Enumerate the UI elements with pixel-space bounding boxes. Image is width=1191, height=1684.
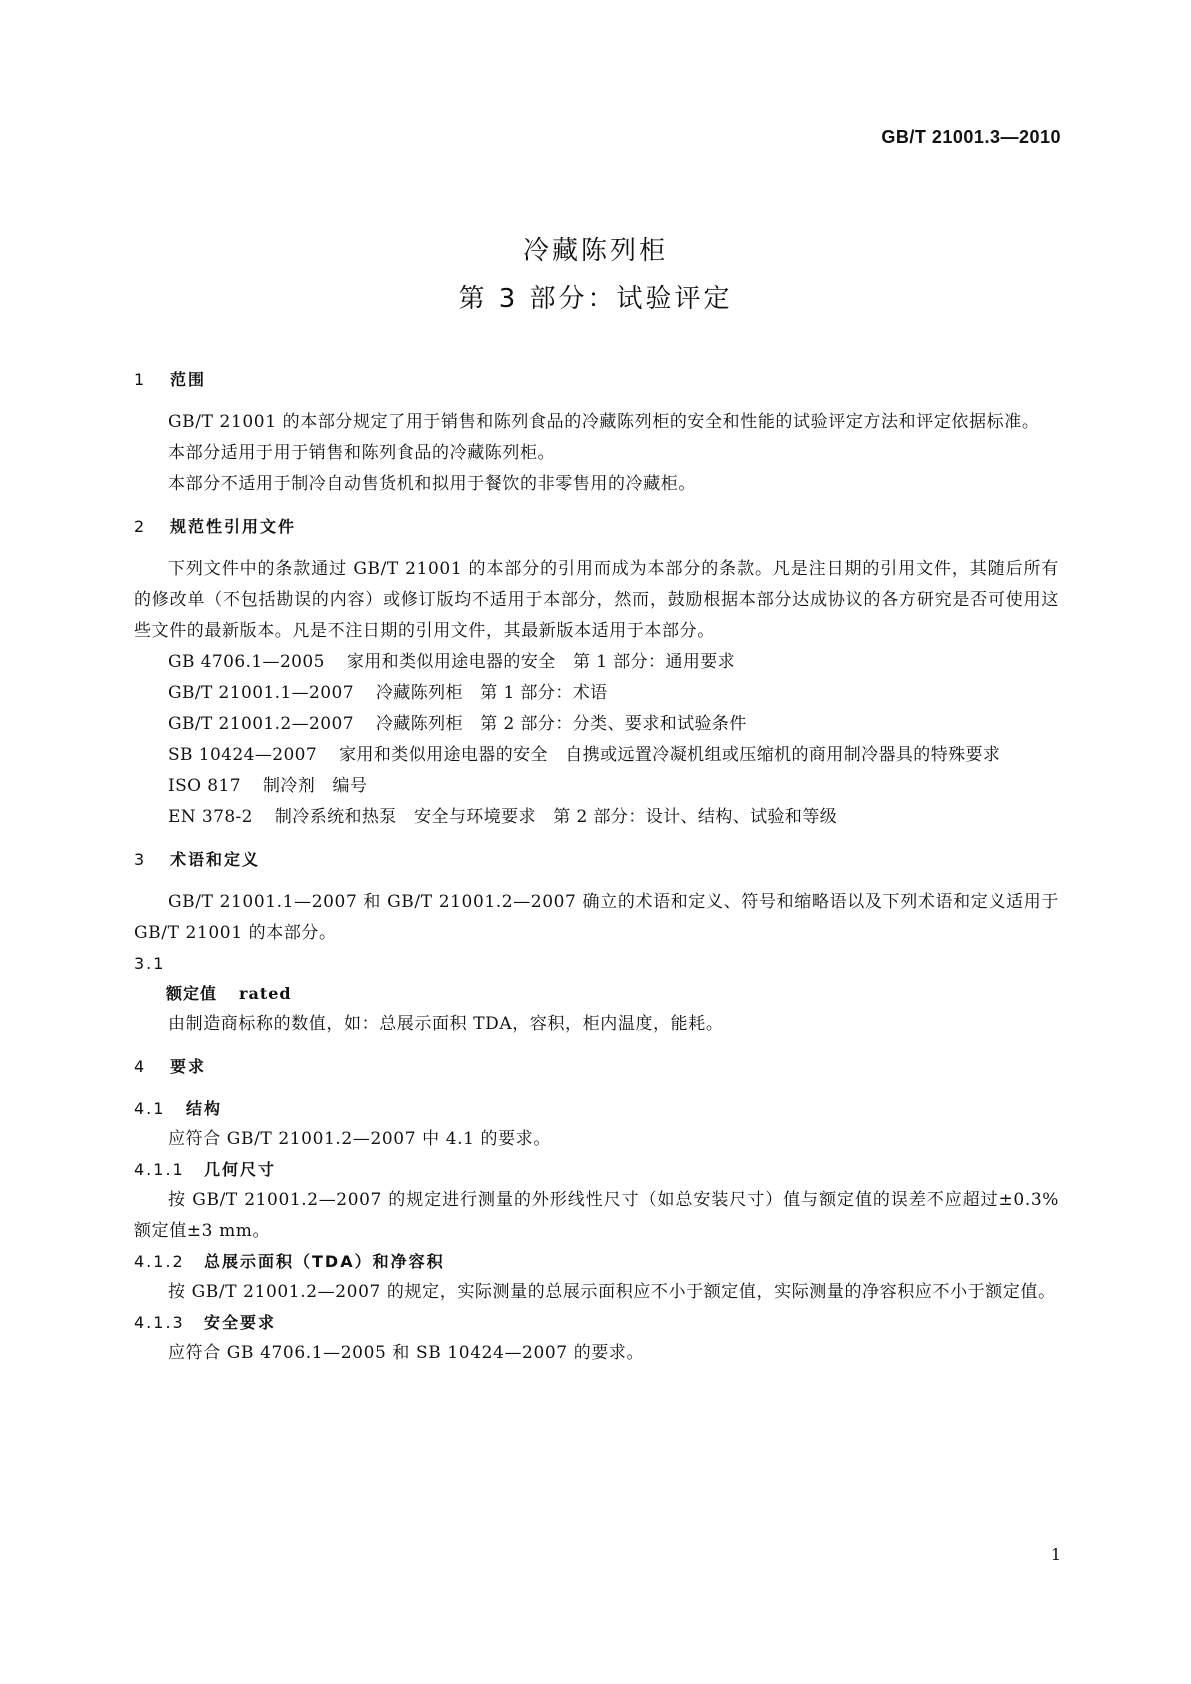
subsection-heading-tda bbox=[134, 1247, 1059, 1277]
section-number: 2 bbox=[134, 517, 147, 536]
section-title: 要求 bbox=[170, 1057, 207, 1076]
paragraph: 按 GB/T 21001.2—2007 的规定进行测量的外形线性尺寸（如总安装尺寸）值与额定值的误差不应超过±0.3%额定值±3 mm。 bbox=[134, 1190, 1059, 1241]
subsection-heading-safety bbox=[134, 1308, 1059, 1338]
paragraph: 应符合 GB/T 21001.2—2007 中 4.1 的要求。 bbox=[168, 1129, 551, 1149]
reference-code: EN 378-2 bbox=[168, 807, 253, 827]
paragraph: 应符合 GB 4706.1—2005 和 SB 10424—2007 的要求。 bbox=[168, 1343, 645, 1363]
section-heading-requirements bbox=[134, 1052, 1059, 1082]
section-title: 范围 bbox=[170, 370, 207, 389]
reference-item bbox=[134, 740, 1059, 771]
reference-title: 冷藏陈列柜 第 1 部分：术语 bbox=[375, 683, 608, 703]
reference-code: ISO 817 bbox=[168, 776, 241, 796]
section-title: 几何尺寸 bbox=[204, 1160, 277, 1179]
paragraph: 按 GB/T 21001.2—2007 的规定，实际测量的总展示面积应不小于额定值，实际测量的净容积应不小于额定值。 bbox=[168, 1282, 1056, 1302]
section-number: 4.1.3 bbox=[134, 1313, 185, 1332]
reference-item bbox=[134, 647, 1059, 678]
reference-title: 制冷系统和热泵 安全与环境要求 第 2 部分：设计、结构、试验和等级 bbox=[274, 807, 838, 827]
term-name bbox=[134, 979, 1059, 1009]
document-body bbox=[134, 365, 1059, 1369]
paragraph: GB/T 21001.1—2007 和 GB/T 21001.2—2007 确立的术语和定义、符号和缩略语以及下列术语和定义适用于 GB/T 21001 的本部分。 bbox=[134, 892, 1059, 943]
reference-code: GB 4706.1—2005 bbox=[168, 652, 325, 672]
paragraph: 本部分适用于用于销售和陈列食品的冷藏陈列柜。 bbox=[168, 443, 556, 463]
section-heading-normative-references bbox=[134, 512, 1059, 542]
section-heading-terms bbox=[134, 845, 1059, 875]
reference-title: 家用和类似用途电器的安全 第 1 部分：通用要求 bbox=[346, 652, 736, 672]
term-name-en: rated bbox=[239, 984, 292, 1003]
reference-title: 制冷剂 编号 bbox=[262, 776, 368, 796]
title-line-1: 冷藏陈列柜 bbox=[522, 236, 668, 266]
reference-item bbox=[134, 802, 1059, 833]
paragraph: 本部分不适用于制冷自动售货机和拟用于餐饮的非零售用的冷藏柜。 bbox=[168, 474, 696, 494]
section-number: 3 bbox=[134, 850, 147, 869]
reference-item bbox=[134, 771, 1059, 802]
section-title: 术语和定义 bbox=[170, 850, 261, 869]
document-title bbox=[0, 227, 1191, 323]
subsection-heading-structure bbox=[134, 1094, 1059, 1124]
subsection-heading-dimensions bbox=[134, 1155, 1059, 1185]
section-heading-scope bbox=[134, 365, 1059, 395]
section-number: 1 bbox=[134, 370, 147, 389]
standard-code: GB/T 21001.3—2010 bbox=[881, 127, 1061, 147]
section-title: 总展示面积（TDA）和净容积 bbox=[204, 1252, 445, 1271]
reference-code: SB 10424—2007 bbox=[168, 745, 318, 765]
section-title: 结构 bbox=[186, 1099, 223, 1118]
reference-item bbox=[134, 678, 1059, 709]
reference-title: 冷藏陈列柜 第 2 部分：分类、要求和试验条件 bbox=[375, 714, 747, 734]
section-title: 规范性引用文件 bbox=[170, 517, 297, 536]
section-number: 4 bbox=[134, 1057, 147, 1076]
term-number: 3.1 bbox=[134, 954, 166, 973]
reference-code: GB/T 21001.2—2007 bbox=[168, 714, 354, 734]
term-name-cn: 额定值 bbox=[166, 984, 218, 1003]
paragraph: 下列文件中的条款通过 GB/T 21001 的本部分的引用而成为本部分的条款。凡是注日期的引用文件，其随后所有的修改单（不包括勘误的内容）或修订版均不适用于本部分，然而，鼓励根据本部分达成协议的各方研究是否可使用这些文件的最新版本。凡是不注日期的引用文件，其最新版本适用于本部分。 bbox=[134, 559, 1059, 641]
reference-code: GB/T 21001.1—2007 bbox=[168, 683, 354, 703]
reference-title: 家用和类似用途电器的安全 自携或远置冷凝机组或压缩机的商用制冷器具的特殊要求 bbox=[339, 745, 1001, 765]
reference-item bbox=[134, 709, 1059, 740]
section-title: 安全要求 bbox=[204, 1313, 277, 1332]
title-line-2: 第 3 部分：试验评定 bbox=[458, 284, 733, 314]
section-number: 4.1.2 bbox=[134, 1252, 185, 1271]
page-number: 1 bbox=[1050, 1545, 1061, 1564]
term-definition: 由制造商标称的数值，如：总展示面积 TDA，容积，柜内温度，能耗。 bbox=[168, 1014, 724, 1034]
paragraph: GB/T 21001 的本部分规定了用于销售和陈列食品的冷藏陈列柜的安全和性能的试验评定方法和评定依据标准。 bbox=[168, 412, 1040, 432]
section-number: 4.1.1 bbox=[134, 1160, 185, 1179]
section-number: 4.1 bbox=[134, 1099, 166, 1118]
